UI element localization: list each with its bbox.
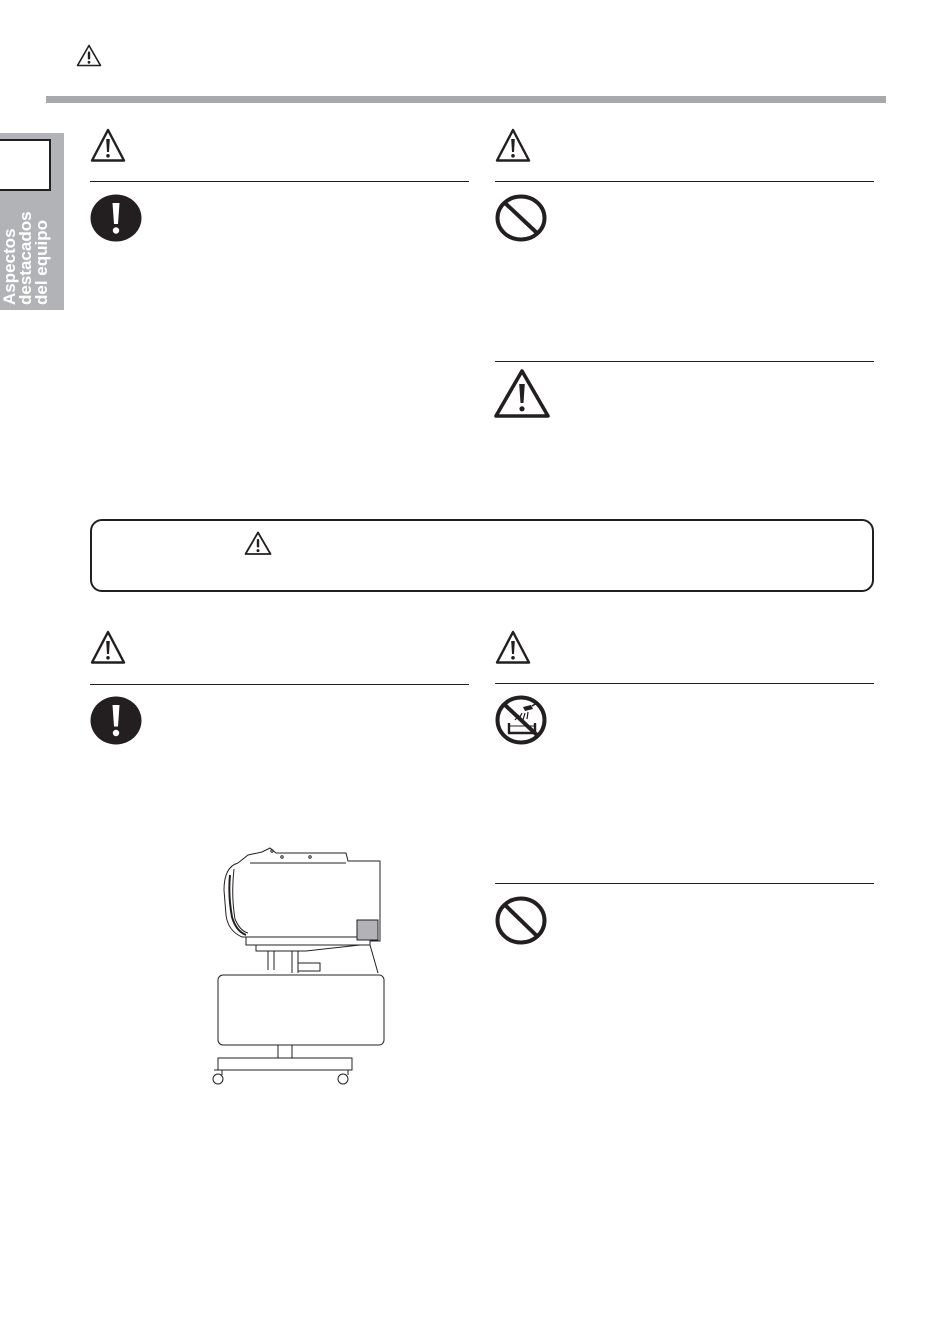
section-rule	[495, 883, 874, 884]
section-warning-icon	[495, 128, 531, 163]
section-rule	[495, 181, 874, 182]
section-warning-icon	[495, 630, 531, 665]
header-warning-icon	[76, 44, 102, 67]
header-rule	[46, 96, 886, 103]
mandatory-icon	[90, 696, 142, 745]
side-tab-label	[2, 211, 50, 305]
side-tab-marker	[0, 139, 51, 191]
side-tab-line-2: destacados	[16, 211, 35, 305]
mandatory-icon	[90, 194, 142, 242]
section-warning-icon	[90, 630, 126, 665]
prohibition-icon	[495, 194, 547, 242]
section-rule	[495, 683, 874, 684]
side-tab-line-1: Aspectos	[0, 228, 19, 305]
notice-warning-icon	[244, 531, 272, 556]
section-warning-icon	[90, 128, 126, 163]
notice-box	[90, 519, 874, 592]
prohibition-icon	[495, 896, 547, 945]
no-water-icon	[495, 695, 547, 745]
caution-icon	[493, 368, 551, 419]
section-rule	[90, 684, 469, 685]
side-tab-line-3: del equipo	[32, 220, 51, 305]
section-rule	[90, 181, 469, 182]
printer-illustration	[210, 845, 395, 1090]
section-rule	[495, 361, 874, 362]
